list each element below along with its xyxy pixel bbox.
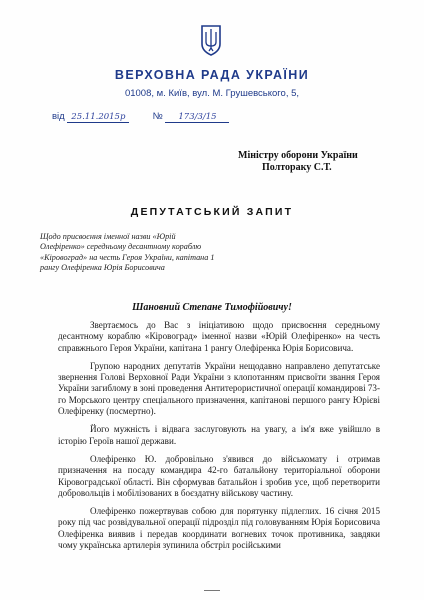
number-label: № <box>152 111 163 122</box>
reference-line <box>52 111 229 123</box>
date-label: від <box>52 111 65 122</box>
paragraph: Звертаємось до Вас з ініціативою щодо присвоєння середньому десантному кораблю «Кіровоград» іменної назви «Юрій Олефіренко» на честь справжнього Героя України, капітана 1 рангу Олефіренка Юрія Борисовича. <box>58 320 380 353</box>
paragraph: Олефіренко пожертвував собою для порятунку підлеглих. 16 січня 2015 року під час розвідувальної операції підрозділ під головуванням Юрія Борисовича Олефіренка виявив і передав координати вогневих точок противника, завдяки чому українська артилерія зупинила обстріл російськими <box>58 506 380 551</box>
document-title: ДЕПУТАТСЬКИЙ ЗАПИТ <box>130 206 294 218</box>
recipient-title: Міністру оборони України <box>238 150 358 161</box>
number-value: 173/3/15 <box>165 112 229 123</box>
organization-name: ВЕРХОВНА РАДА УКРАЇНИ <box>114 68 310 82</box>
paragraph: Групою народних депутатів України нещодавно направлено депутатське звернення Голові Верховної Ради України з клопотанням присвоїти звання Героя України загиблому в зоні проведення Антитерористичної операції командирові 73-го Морського центру спеціального призначення, капітанові першого рангу Юрієві Олефіренку (посмертно). <box>58 360 380 417</box>
letter-body <box>58 320 380 558</box>
paragraph: Олефіренко Ю. добровільно з'явився до військомату і отримав призначення на посаду командира 42-го батальйону територіальної оборони Кіровоградської області. Він сформував батальйон і зробив усе, щоб перетворити добровольців і мобілізованих в боєздатну військову частину. <box>58 453 380 498</box>
recipient-block <box>238 150 358 174</box>
organization-address: 01008, м. Київ, вул. М. Грушевського, 5, <box>124 88 300 99</box>
page-footer-mark <box>204 590 220 591</box>
greeting: Шановний Степане Тимофійовичу! <box>132 302 292 313</box>
paragraph: Його мужність і відвага заслуговують на увагу, а ім'я вже увійшло в історію Героїв нашої держави. <box>58 424 380 446</box>
recipient-name: Полтораку С.Т. <box>262 162 332 173</box>
subject-text: Щодо присвоєння іменної назви «Юрій Олефіренко» середньому десантному кораблю «Кіровоград» на честь Героя України, капітана 1 рангу Олефіренка Юрія Борисовича <box>40 232 215 273</box>
date-value: 25.11.2015р <box>67 112 129 123</box>
trident-emblem-icon <box>200 24 222 56</box>
